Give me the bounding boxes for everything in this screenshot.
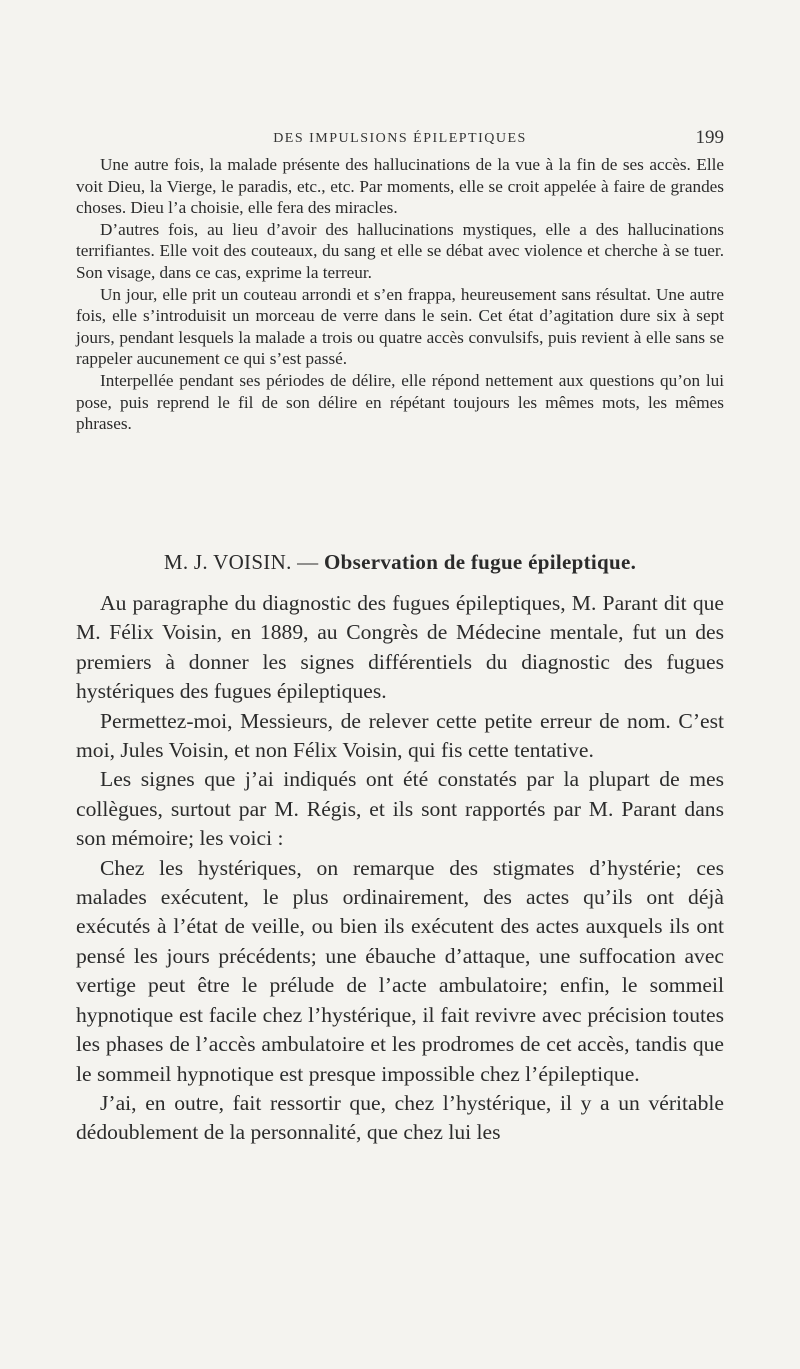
paragraph: Les signes que j’ai indiqués ont été constatés par la plupart de mes collègues, surtout par M. Régis, et ils sont rapportés par M. Parant dans son mémoire; les voici : [76,767,724,851]
paragraph: Interpellée pendant ses périodes de délire, elle répond nettement aux questions qu’on lui pose, puis reprend le fil de son délire en répétant toujours les mêmes mots, les mêmes phrases. [76,370,724,434]
paragraph: Une autre fois, la malade présente des hallucinations de la vue à la fin de ses accès. Elle voit Dieu, la Vierge, le paradis, etc., etc. Par moments, elle se croit appelée à faire de grandes choses. Dieu l’a choisie, elle fera des miracles. [76,155,724,218]
running-title: DES IMPULSIONS ÉPILEPTIQUES [273,131,527,146]
paragraph: Un jour, elle prit un couteau arrondi et s’en frappa, heureusement sans résultat. Une autre fois, elle s’introduisit un morceau de verre dans le sein. Cet état d’agitation dure six à sept jours, pendant lesquels la malade a trois ou quatre accès convulsifs, puis revient à elle sans se rappeler aucunement ce qui s’est passé. [76,284,724,369]
paragraph: J’ai, en outre, fait ressortir que, chez l’hystérique, il y a un véritable dédoublement de la personnalité, que chez lui les [76,1090,724,1145]
section-heading [76,550,724,575]
observation-text [76,589,724,1148]
paragraph: Au paragraphe du diagnostic des fugues épileptiques, M. Parant dit que M. Félix Voisin, en 1889, au Congrès de Médecine mentale, fut un des premiers à donner les signes différentiels du diagnostic des fugues hystériques des fugues épileptiques. [76,591,724,704]
paragraph: D’autres fois, au lieu d’avoir des hallucinations mystiques, elle a des hallucinations terrifiantes. Elle voit des couteaux, du sang et elle se débat avec violence et cherche à se tuer. Son visage, dans ce cas, exprime la terreur. [76,219,724,282]
section-title: Observation de fugue épileptique. [324,550,637,574]
page-number: 199 [695,127,724,148]
case-description-text [76,154,724,435]
paragraph: Chez les hystériques, on remarque des stigmates d’hystérie; ces malades exécutent, le plus ordinairement, des actes qu’ils ont déjà exécutés à l’état de veille, ou bien ils exécutent des actes auxquels ils ont pensé les jours précédents; une ébauche d’attaque, une suffocation avec vertige peut être le prélude de l’acte ambulatoire; enfin, le sommeil hypnotique est facile chez l’hystérique, il fait revivre avec précision toutes les phases de l’accès ambulatoire et les prodromes de cet accès, tandis que le sommeil hypnotique est presque impossible chez l’épileptique. [76,855,724,1086]
section-author: M. J. VOISIN. — [163,550,319,574]
page-header [76,127,724,151]
paragraph: Permettez-moi, Messieurs, de relever cette petite erreur de nom. C’est moi, Jules Voisin, et non Félix Voisin, qui fis cette tentative. [76,708,724,763]
